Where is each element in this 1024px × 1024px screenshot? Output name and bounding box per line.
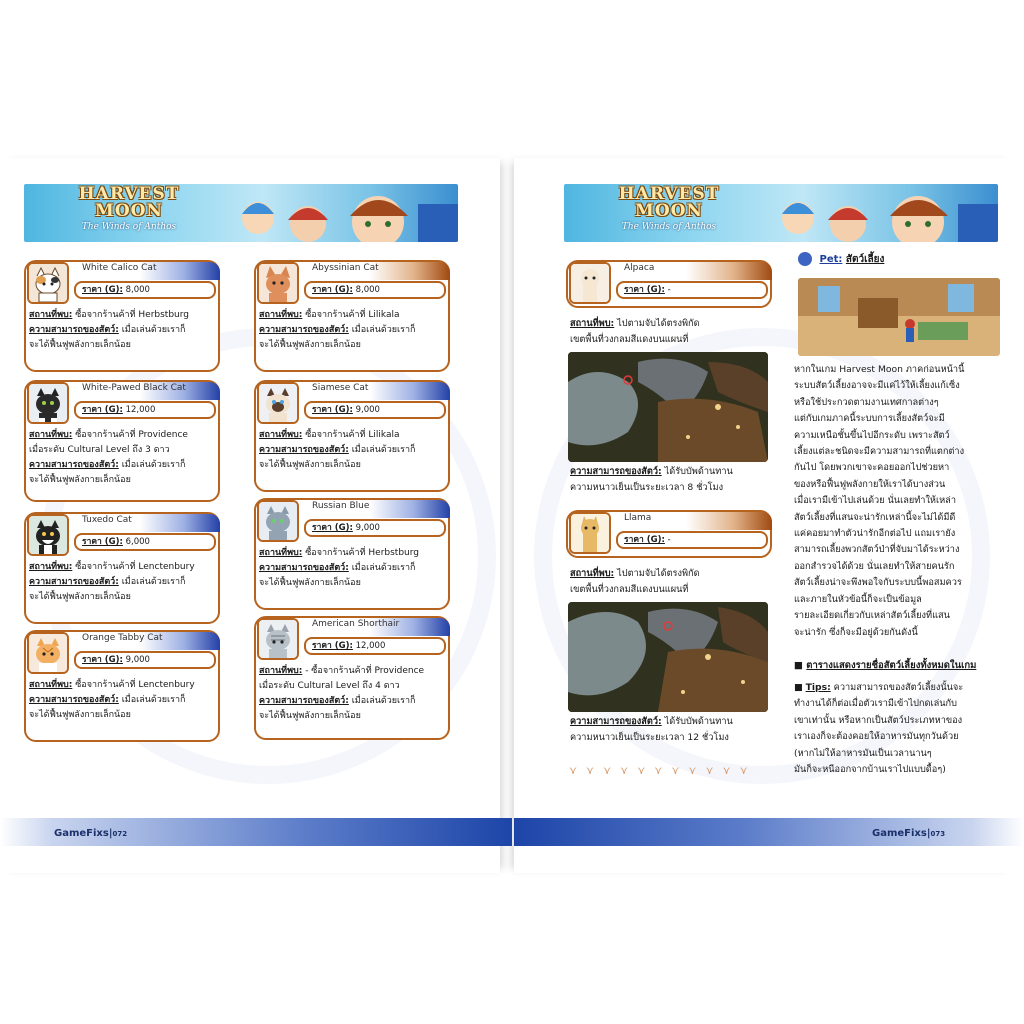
found-text: ซื้อจากร้านค้าที่ Providence [75,430,188,440]
square-bullet-icon: ■ [794,660,803,671]
price-value: 8,000 [355,285,380,295]
pet-name: White Calico Cat [82,263,157,273]
found-label: สถานที่พบ: [29,310,73,320]
tips-line: (หากไม่ให้อาหารมันเป็นเวลานานๆ [794,747,932,759]
body-line: สัตว์เลี้ยงน่าจะพึงพอใจกับระบบนี้พอสมควร [794,577,962,589]
pet-description [29,560,217,605]
ability-text-cont: จะได้ฟื้นฟูพลังกายเล็กน้อย [29,710,131,720]
ability-label: ความสามารถของสัตว์: [570,466,662,477]
price-label: ราคา (G): [312,405,353,415]
ability-label: ความสามารถของสัตว์: [29,695,119,705]
square-bullet-icon: ■ [794,682,803,693]
footer-brand-left: GameFixs|072 [54,828,128,839]
pet-card-russian-blue [254,498,450,610]
pet-name: Russian Blue [312,501,370,511]
ability-text-cont: ความหนาวเย็นเป็นระยะเวลา 8 ชั่วโมง [570,482,724,493]
pet-card-american-shorthair [254,616,450,740]
tips-line: ทำงานได้ก็ต่อเมื่อตัวเรามีเข้าไปกดเล่นกับ [794,698,957,710]
body-line: เมื่อเรามีเข้าไปเล่นด้วย นั่นเลยทำให้เหล่า [794,495,956,507]
found-text: ซื้อจากร้านค้าที่ Lilikala [305,310,400,320]
cat-portrait-icon [257,382,299,424]
logo-title: HARVEST MOON [78,184,180,221]
ability-text-cont: ความหนาวเย็นเป็นระยะเวลา 12 ชั่วโมง [570,732,729,743]
ability-label: ความสามารถของสัตว์: [259,696,349,706]
body-line: แต่กับเกมภาคนี้ระบบการเลี้ยงสัตว์จะมี [794,413,945,425]
ability-text: เมื่อเล่นด้วยเราก็ [121,577,186,587]
price-box [616,281,768,299]
pet-description [259,308,447,353]
found-text: - ซื้อจากร้านค้าที่ Providence [305,666,425,676]
price-value: 8,000 [125,285,150,295]
found-label: สถานที่พบ: [259,548,303,558]
alpaca-found [570,316,780,348]
ability-text: เมื่อเล่นด้วยเราก็ [351,696,416,706]
price-value: 9,000 [125,655,150,665]
ability-text: เมื่อเล่นด้วยเราก็ [351,563,416,573]
pet-name: Tuxedo Cat [82,515,132,525]
tips-line: มันก็จะหนีออกจากบ้านเราไปแบบดื้อๆ) [794,764,946,776]
ability-label: ความสามารถของสัตว์: [570,716,662,727]
pet-section-heading [798,252,884,267]
pet-name: Alpaca [624,263,655,273]
ability-text-cont: จะได้ฟื้นฟูพลังกายเล็กน้อย [29,475,131,485]
pet-description [29,308,217,353]
harvest-moon-logo [604,186,734,240]
harvest-moon-banner [564,184,998,242]
tips-label: Tips: [805,682,831,693]
banner-characters-art [738,184,998,242]
found-text: ซื้อจากร้านค้าที่ Lenctenbury [75,562,195,572]
tips-block [794,680,1004,778]
price-label: ราคา (G): [312,523,353,533]
price-label: ราคา (G): [312,285,353,295]
pet-description [259,428,447,473]
ability-text: เมื่อเล่นด้วยเราก็ [121,325,186,335]
pet-name: Siamese Cat [312,383,369,393]
pet-name: Orange Tabby Cat [82,633,163,643]
found-label: สถานที่พบ: [259,430,303,440]
found-text-cont: เมื่อระดับ Cultural Level ถึง 3 ดาว [29,445,170,455]
harvest-moon-logo [64,186,194,240]
cat-portrait-icon [257,262,299,304]
found-text: ซื้อจากร้านค้าที่ Herbstburg [305,548,420,558]
table-title-text: ตารางแสดงรายชื่อสัตว์เลี้ยงทั้งหมดในเกม [806,660,977,671]
price-box [74,533,216,551]
body-line: จะน่ารัก ซึ่งก็จะมีอยู่ด้วยกันดังนี้ [794,626,918,638]
ability-text: ได้รับบัพด้านทาน [664,716,733,727]
ability-label: ความสามารถของสัตว์: [29,325,119,335]
found-text-cont: เมื่อระดับ Cultural Level ถึง 4 ดาว [259,681,400,691]
body-line: รายละเอียดเกี่ยวกับเหล่าสัตว์เลี้ยงที่แสน [794,610,950,622]
body-line: ของหรือฟื้นฟูพลังกายให้เราได้บางส่วน [794,478,946,490]
price-box [74,281,216,299]
footer-band-right [514,818,1024,846]
pet-card-abyssinian-cat [254,260,450,372]
cat-portrait-icon [257,618,299,660]
alpaca-ability [570,464,780,496]
found-label: สถานที่พบ: [259,310,303,320]
pet-room-screenshot [798,278,1000,356]
found-text: ซื้อจากร้านค้าที่ Lilikala [305,430,400,440]
price-value: 6,000 [125,537,150,547]
price-value: 9,000 [355,405,380,415]
pet-card-white-calico-cat [24,260,220,372]
pet-description [259,664,447,724]
llama-portrait-icon [569,512,611,554]
llama-found [570,566,780,598]
ability-label: ความสามารถของสัตว์: [259,445,349,455]
alpaca-portrait-icon [569,262,611,304]
cat-portrait-icon [27,262,69,304]
ability-label: ความสามารถของสัตว์: [29,460,119,470]
pet-heading-prefix: Pet: [819,254,843,265]
pet-card-tuxedo-cat [24,512,220,624]
llama-ability [570,714,780,746]
pet-name: Abyssinian Cat [312,263,379,273]
found-text: ไปตามจับได้ตรงพิกัด [617,318,700,329]
logo-title: HARVEST MOON [618,184,720,221]
price-label: ราคา (G): [82,537,123,547]
pet-name: Llama [624,513,652,523]
body-line: ออกสำรวจได้ด้วย นั่นเลยทำให้สายคนรัก [794,560,955,572]
found-text: ซื้อจากร้านค้าที่ Lenctenbury [75,680,195,690]
price-label: ราคา (G): [82,655,123,665]
price-label: ราคา (G): [82,405,123,415]
found-text-cont: เขตพื้นที่วงกลมสีแดงบนแผนที่ [570,334,689,345]
price-label: ราคา (G): [624,535,665,545]
ability-text: เมื่อเล่นด้วยเราก็ [121,460,186,470]
banner-characters-art [198,184,458,242]
price-box [304,637,446,655]
pet-name: White-Pawed Black Cat [82,383,186,393]
price-box [74,401,216,419]
price-value: - [667,285,671,295]
ability-label: ความสามารถของสัตว์: [259,563,349,573]
ability-text-cont: จะได้ฟื้นฟูพลังกายเล็กน้อย [259,711,361,721]
logo-subtitle: The Winds of Anthos [81,222,177,232]
price-box [304,519,446,537]
body-line: และภายในหัวข้อนี้ก็จะเป็นข้อมูล [794,593,922,605]
pet-table-title [794,658,976,673]
ability-text: เมื่อเล่นด้วยเราก็ [351,325,416,335]
ability-label: ความสามารถของสัตว์: [29,577,119,587]
price-value: - [667,535,671,545]
pet-heading-title: สัตว์เลี้ยง [845,254,885,265]
brand-name: GameFixs [54,828,109,839]
footer-brand-right: GameFixs|073 [872,828,946,839]
ability-text-cont: จะได้ฟื้นฟูพลังกายเล็กน้อย [29,592,131,602]
cat-portrait-icon [27,632,69,674]
cat-portrait-icon [27,382,69,424]
ability-text-cont: จะได้ฟื้นฟูพลังกายเล็กน้อย [259,460,361,470]
llama-location-map [568,602,768,712]
found-text: ไปตามจับได้ตรงพิกัด [617,568,700,579]
body-line: ความเหนือชั้นขึ้นไปอีกระดับ เพราะสัตว์ [794,429,950,441]
page-number: 073 [930,830,946,838]
cat-portrait-icon [27,514,69,556]
paw-print-row: ⋎⋎⋎⋎⋎⋎⋎⋎⋎⋎⋎ [569,764,757,777]
tips-line: ความสามารถของสัตว์เลี้ยงนั้นจะ [833,682,964,693]
found-text: ซื้อจากร้านค้าที่ Herbstburg [75,310,190,320]
found-label: สถานที่พบ: [570,318,615,329]
price-value: 12,000 [125,405,156,415]
found-label: สถานที่พบ: [29,680,73,690]
body-line: สามารถเลี้ยงพวกสัตว์ป่าที่จับมาได้ระหว่าง [794,544,960,556]
found-text-cont: เขตพื้นที่วงกลมสีแดงบนแผนที่ [570,584,689,595]
cat-portrait-icon [257,500,299,542]
paw-icon [798,252,812,266]
price-label: ราคา (G): [624,285,665,295]
body-line: เลี้ยงแต่ละชนิดจะมีความสามารถที่แตกต่าง [794,446,965,458]
body-line: ระบบสัตว์เลี้ยงอาจจะมีแค่ไว้ให้เลี้ยงแก้เซ็ง [794,380,960,392]
left-page [0,158,500,873]
pet-card-white-pawed-black-cat [24,380,220,502]
pet-section-body [794,362,1004,641]
pet-description [29,678,217,723]
right-page [514,158,1014,873]
page-number: 072 [112,830,128,838]
price-value: 9,000 [355,523,380,533]
logo-subtitle: The Winds of Anthos [621,222,717,232]
brand-name: GameFixs [872,828,927,839]
body-line: สัตว์เลี้ยงที่แสนจะน่ารักเหล่านี้จะไม่ได้มีดี [794,511,956,523]
price-label: ราคา (G): [312,641,353,651]
found-label: สถานที่พบ: [29,562,73,572]
price-box [74,651,216,669]
ability-text-cont: จะได้ฟื้นฟูพลังกายเล็กน้อย [29,340,131,350]
price-box [616,531,768,549]
pet-card-orange-tabby-cat [24,630,220,742]
found-label: สถานที่พบ: [570,568,615,579]
price-box [304,401,446,419]
body-line: หากในเกม Harvest Moon ภาคก่อนหน้านี้ [794,364,965,375]
pet-card-siamese-cat [254,380,450,492]
ability-text: ได้รับบัพด้านทาน [664,466,733,477]
price-box [304,281,446,299]
pet-description [29,428,217,488]
alpaca-location-map [568,352,768,462]
ability-label: ความสามารถของสัตว์: [259,325,349,335]
ability-text: เมื่อเล่นด้วยเราก็ [351,445,416,455]
tips-line: เขาเท่านั้น หรือหากเป็นสัตว์ประเภทหาของ [794,714,963,726]
pet-description [259,546,447,591]
harvest-moon-banner [24,184,458,242]
price-label: ราคา (G): [82,285,123,295]
found-label: สถานที่พบ: [259,666,303,676]
found-label: สถานที่พบ: [29,430,73,440]
tips-line: เราเองก็จะต้องคอยให้อาหารมันทุกวันด้วย [794,731,959,743]
body-line: แค่คอยมาทำตัวน่ารักอีกต่อไป แถมเรายัง [794,528,956,540]
ability-text-cont: จะได้ฟื้นฟูพลังกายเล็กน้อย [259,340,361,350]
price-value: 12,000 [355,641,386,651]
pet-name: American Shorthair [312,619,400,629]
body-line: กันไป โดยพวกเขาจะคอยออกไปช่วยหา [794,462,950,474]
body-line: หรือใช้ประกวดตามงานเทศกาลต่างๆ [794,396,939,408]
ability-text-cont: จะได้ฟื้นฟูพลังกายเล็กน้อย [259,578,361,588]
ability-text: เมื่อเล่นด้วยเราก็ [121,695,186,705]
